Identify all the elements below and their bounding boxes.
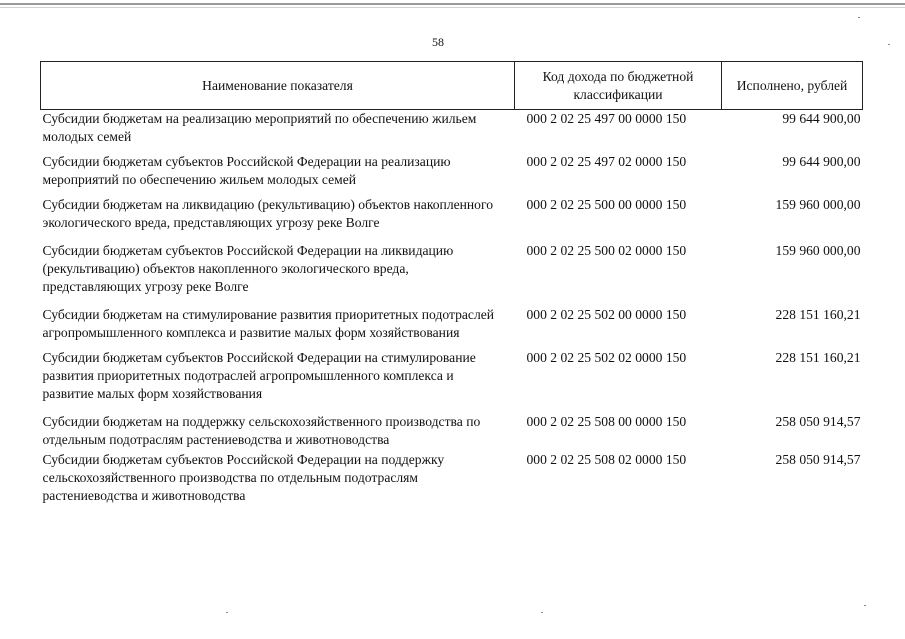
- row-executed-amount: 258 050 914,57: [775, 452, 861, 467]
- table-row: [41, 242, 863, 306]
- scan-top-rule-secondary: [0, 7, 905, 8]
- header-indicator-name: Наименование показателя: [41, 62, 515, 110]
- row-income-code: 000 2 02 25 497 02 0000 150: [526, 154, 687, 169]
- row-indicator-name: Субсидии бюджетам субъектов Российской Федерации на стимулирование развития приоритетных подотраслей агропромышленного комплекса и развитие малых форм хозяйствования: [42, 350, 476, 401]
- table-row: [41, 153, 863, 196]
- table-row: [41, 306, 863, 349]
- row-executed-amount: 159 960 000,00: [775, 197, 861, 212]
- header-income-code: Код дохода по бюджетной классификации: [515, 62, 722, 110]
- scan-speck: [864, 605, 866, 606]
- row-indicator-name: Субсидии бюджетам на поддержку сельскохозяйственного производства по отдельным подотраслям растениеводства и животноводства: [42, 414, 481, 447]
- table-row: [41, 196, 863, 242]
- table-row: [41, 413, 863, 451]
- row-executed-amount: 159 960 000,00: [775, 243, 861, 258]
- budget-table: [40, 61, 863, 507]
- table-row: [41, 349, 863, 413]
- table-row: [41, 451, 863, 507]
- row-executed-amount: 228 151 160,21: [775, 350, 861, 365]
- header-row: [41, 62, 863, 110]
- row-income-code: 000 2 02 25 508 02 0000 150: [526, 452, 687, 467]
- row-executed-amount: 228 151 160,21: [775, 307, 861, 322]
- row-income-code: 000 2 02 25 500 00 0000 150: [526, 197, 687, 212]
- row-indicator-name: Субсидии бюджетам субъектов Российской Федерации на поддержку сельскохозяйственного производства по отдельным подотраслям растениеводства и животноводства: [42, 452, 445, 503]
- table-body: [41, 110, 863, 508]
- row-indicator-name: Субсидии бюджетам субъектов Российской Федерации на ликвидацию (рекультивацию) объектов накопленного экологического вреда, представляющих угрозу реке Волге: [42, 243, 454, 294]
- scan-speck: [226, 612, 228, 613]
- header-executed-amount: Исполнено, рублей: [722, 62, 863, 110]
- scan-speck: [858, 17, 860, 18]
- row-executed-amount: 258 050 914,57: [775, 414, 861, 429]
- row-indicator-name: Субсидии бюджетам на ликвидацию (рекультивацию) объектов накопленного экологического вреда, представляющих угрозу реке Волге: [42, 197, 494, 230]
- table-row: [41, 110, 863, 154]
- row-indicator-name: Субсидии бюджетам на стимулирование развития приоритетных подотраслей агропромышленного комплекса и развитие малых форм хозяйствования: [42, 307, 495, 340]
- row-indicator-name: Субсидии бюджетам субъектов Российской Федерации на реализацию мероприятий по обеспечению жильем молодых семей: [42, 154, 451, 187]
- scan-top-rule: [0, 3, 905, 5]
- row-income-code: 000 2 02 25 502 02 0000 150: [526, 350, 687, 365]
- scan-speck: [541, 612, 543, 613]
- row-indicator-name: Субсидии бюджетам на реализацию мероприятий по обеспечению жильем молодых семей: [42, 111, 477, 144]
- row-income-code: 000 2 02 25 500 02 0000 150: [526, 243, 687, 258]
- scan-speck: [888, 44, 890, 45]
- row-income-code: 000 2 02 25 502 00 0000 150: [526, 307, 687, 322]
- page-number: 58: [432, 35, 444, 49]
- row-executed-amount: 99 644 900,00: [782, 111, 861, 126]
- table-header: [41, 62, 863, 110]
- row-income-code: 000 2 02 25 508 00 0000 150: [526, 414, 687, 429]
- row-executed-amount: 99 644 900,00: [782, 154, 861, 169]
- row-income-code: 000 2 02 25 497 00 0000 150: [526, 111, 687, 126]
